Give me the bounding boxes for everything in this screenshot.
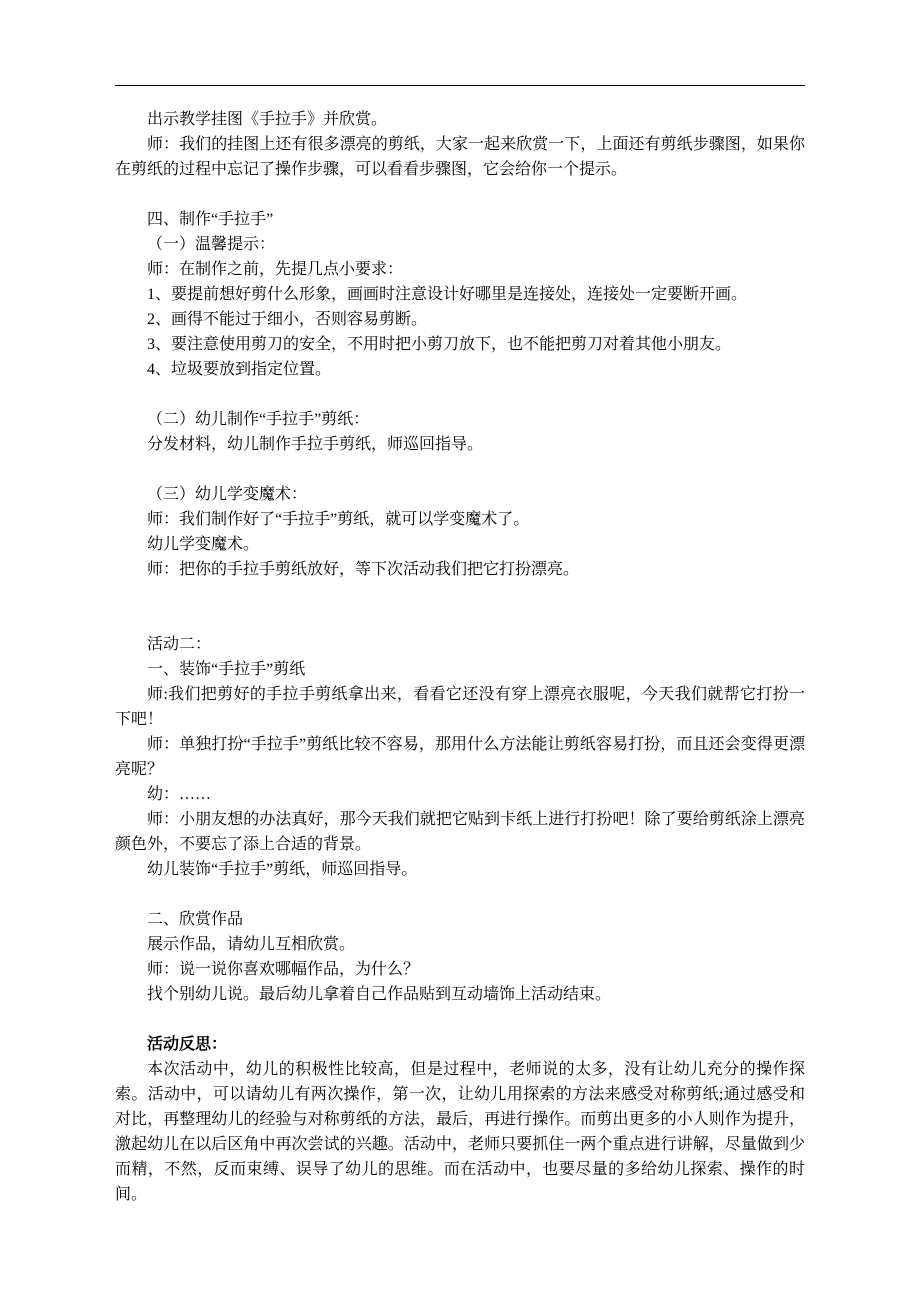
paragraph-2: 四、制作“手拉手” [147, 211, 274, 228]
paragraph-6: 2、画得不能过于细小，否则容易剪断。 [147, 311, 428, 328]
paragraph-3: （一）温馨提示： [147, 236, 276, 253]
paragraph-1: 师：我们的挂图上还有很多漂亮的剪纸，大家一起来欣赏一下，上面还有剪纸步骤图，如果你在剪纸的过程中忘记了操作步骤，可以看看步骤图，它会给你一个提示。 [115, 136, 805, 178]
paragraph-21: 幼儿装饰“手拉手”剪纸，师巡回指导。 [147, 861, 418, 878]
paragraph-22: 二、欣赏作品 [147, 911, 244, 928]
paragraph-9: （二）幼儿制作“手拉手”剪纸： [147, 411, 370, 428]
paragraph-13: 幼儿学变魔术。 [147, 536, 260, 553]
paragraph-25: 找个别幼儿说。最后幼儿拿着自己作品贴到互动墙饰上活动结束。 [147, 986, 612, 1003]
paragraph-7: 3、要注意使用剪刀的安全，不用时把小剪刀放下，也不能把剪刀对着其他小朋友。 [147, 336, 732, 353]
paragraph-27: 本次活动中，幼儿的积极性比较高，但是过程中，老师说的太多，没有让幼儿充分的操作探索。活动中，可以请幼儿有两次操作，第一次，让幼儿用探索的方法来感受对称剪纸;通过感受和对比，再整理幼儿的经验与对称剪纸的方法，最后，再进行操作。而剪出更多的小人则作为提升，激起幼儿在以后区角中再次尝试的兴趣。活动中，老师只要抓住一两个重点进行讲解，尽量做到少而精，不然，反而束缚、误导了幼儿的思维。而在活动中，也要尽量的多给幼儿探索、操作的时间。 [115, 1061, 805, 1203]
paragraph-5: 1、要提前想好剪什么形象，画画时注意设计好哪里是连接处，连接处一定要断开画。 [147, 286, 748, 303]
paragraph-4: 师：在制作之前，先提几点小要求： [147, 261, 404, 278]
paragraph-24: 师：说一说你喜欢哪幅作品，为什么？ [147, 961, 420, 978]
paragraph-23: 展示作品，请幼儿互相欣赏。 [147, 936, 356, 953]
paragraph-0: 出示教学挂图《手拉手》并欣赏。 [147, 111, 388, 128]
paragraph-12: 师：我们制作好了“手拉手”剪纸，就可以学变魔术了。 [147, 511, 530, 528]
document-body [115, 107, 805, 1207]
header-divider [115, 85, 805, 86]
paragraph-19: 幼：…… [147, 786, 212, 803]
paragraph-26: 活动反思： [147, 1036, 228, 1053]
paragraph-14: 师：把你的手拉手剪纸放好，等下次活动我们把它打扮漂亮。 [147, 561, 580, 578]
paragraph-8: 4、垃圾要放到指定位置。 [147, 361, 332, 378]
paragraph-10: 分发材料，幼儿制作手拉手剪纸，师巡回指导。 [147, 436, 484, 453]
paragraph-11: （三）幼儿学变魔术： [147, 486, 308, 503]
paragraph-17: 师:我们把剪好的手拉手剪纸拿出来，看看它还没有穿上漂亮衣服呢，今天我们就帮它打扮一下吧！ [115, 686, 805, 728]
paragraph-15: 活动二： [147, 636, 212, 653]
paragraph-18: 师：单独打扮“手拉手”剪纸比较不容易，那用什么方法能让剪纸容易打扮，而且还会变得更漂亮呢？ [115, 736, 805, 778]
paragraph-16: 一、装饰“手拉手”剪纸 [147, 661, 306, 678]
paragraph-20: 师：小朋友想的办法真好，那今天我们就把它贴到卡纸上进行打扮吧！除了要给剪纸涂上漂亮颜色外，不要忘了添上合适的背景。 [115, 811, 805, 853]
